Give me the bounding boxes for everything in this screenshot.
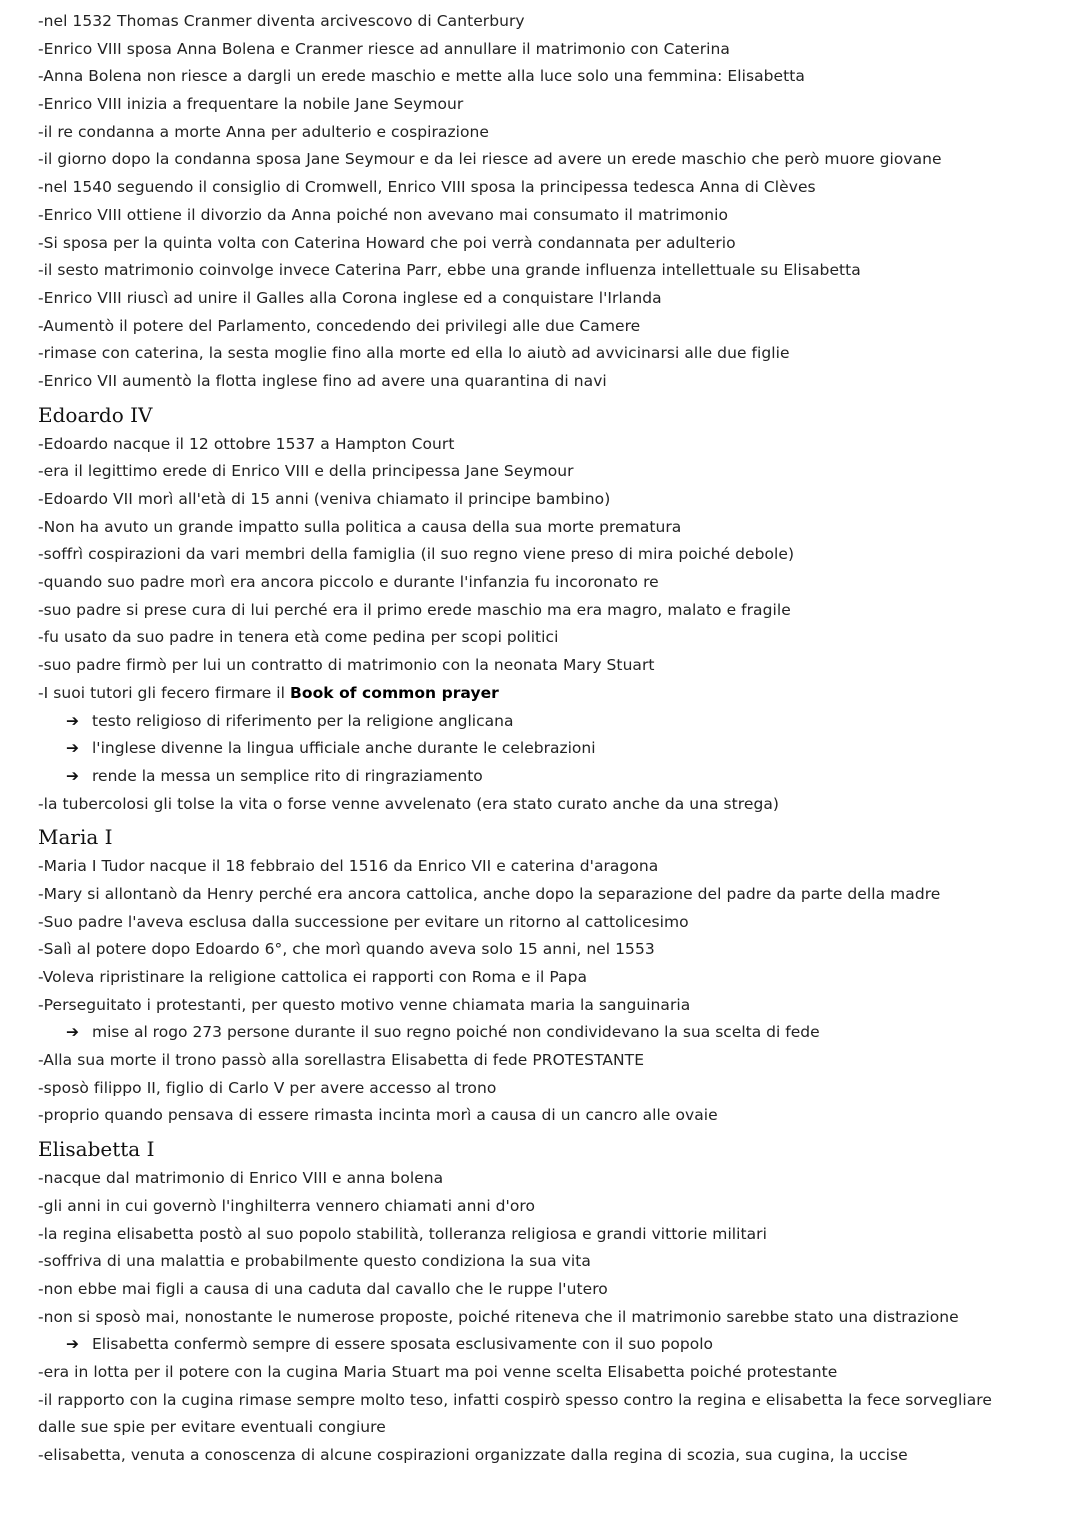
note-line: -nel 1532 Thomas Cranmer diventa arcivescovo di Canterbury: [38, 12, 525, 30]
note-line: -rimase con caterina, la sesta moglie fino alla morte ed ella lo aiutò ad avvicinarsi alle due figlie: [38, 344, 790, 363]
note-line: -Enrico VII aumentò la flotta inglese fino ad avere una quarantina di navi: [38, 371, 607, 390]
note-line: -Si sposa per la quinta volta con Caterina Howard che poi verrà condannata per adulterio: [38, 233, 736, 252]
note-line: -Salì al potere dopo Edoardo 6°, che morì quando aveva solo 15 anni, nel 1553: [38, 940, 655, 959]
maria-section: [38, 821, 1040, 1130]
henry-viii-section: [38, 8, 1040, 396]
note-line: -Anna Bolena non riesce a dargli un erede maschio e mette alla luce solo una femmina: Elisabetta: [38, 67, 805, 86]
sub-point: [38, 763, 1040, 791]
note-line: -il rapporto con la cugina rimase sempre molto teso, infatti cospirò spesso contro la regina e elisabetta la fece sorvegliare: [38, 1390, 992, 1409]
note-line: -il giorno dopo la condanna sposa Jane Seymour e da lei riesce ad avere un erede maschio che però muore giovane: [38, 150, 942, 169]
note-line: -la tubercolosi gli tolse la vita o forse venne avvelenato (era stato curato anche da una strega): [38, 794, 779, 813]
note-line: -Maria I Tudor nacque il 18 febbraio del 1516 da Enrico VII e caterina d'aragona: [38, 857, 659, 876]
edoardo-section: [38, 399, 1040, 819]
prayer-book-title: Book of common prayer: [290, 683, 499, 702]
note-line: -suo padre si prese cura di lui perché era il primo erede maschio ma era magro, malato e fragile: [38, 600, 791, 619]
note-line: -quando suo padre morì era ancora piccolo e durante l'infanzia fu incoronato re: [38, 573, 659, 592]
note-line: -soffriva di una malattia e probabilmente questo condiziona la sua vita: [38, 1252, 591, 1271]
sub-point-text: l'inglese divenne la lingua ufficiale anche durante le celebrazioni: [92, 739, 596, 758]
note-line: -Aumentò il potere del Parlamento, concedendo dei privilegi alle due Camere: [38, 316, 641, 335]
arrow-right-icon: ➔: [66, 766, 79, 785]
sub-point-text: mise al rogo 273 persone durante il suo regno poiché non condividevano la sua scelta di fede: [92, 1023, 820, 1042]
sub-point: [38, 735, 1040, 763]
sub-point-text: rende la messa un semplice rito di ringraziamento: [92, 766, 483, 785]
section-heading-edoardo: Edoardo IV: [38, 402, 153, 427]
note-line: -fu usato da suo padre in tenera età come pedina per scopi politici: [38, 628, 559, 647]
arrow-right-icon: ➔: [66, 1335, 79, 1354]
note-line: -nel 1540 seguendo il consiglio di Cromwell, Enrico VIII sposa la principessa tedesca Anna di Clèves: [38, 178, 816, 197]
elisabetta-section: [38, 1133, 1040, 1470]
note-line-prayer-book: [38, 680, 1040, 708]
sub-point: [38, 1019, 1040, 1047]
section-heading-elisabetta: Elisabetta I: [38, 1137, 155, 1162]
section-heading-maria: Maria I: [38, 825, 113, 850]
note-line: -era il legittimo erede di Enrico VIII e della principessa Jane Seymour: [38, 462, 574, 481]
note-line: -Edoardo nacque il 12 ottobre 1537 a Hampton Court: [38, 434, 455, 453]
arrow-right-icon: ➔: [66, 1023, 79, 1042]
note-line: -Perseguitato i protestanti, per questo motivo venne chiamata maria la sanguinaria: [38, 995, 691, 1014]
arrow-right-icon: ➔: [66, 739, 79, 758]
note-line: -era in lotta per il potere con la cugina Maria Stuart ma poi venne scelta Elisabetta poiché protestante: [38, 1362, 838, 1381]
sub-point-text: Elisabetta confermò sempre di essere sposata esclusivamente con il suo popolo: [92, 1335, 714, 1354]
sub-point-text: testo religioso di riferimento per la religione anglicana: [92, 711, 514, 730]
note-line: -il re condanna a morte Anna per adulterio e cospirazione: [38, 122, 490, 141]
note-line: -soffrì cospirazioni da vari membri della famiglia (il suo regno viene preso di mira poiché debole): [38, 545, 795, 564]
note-line: -suo padre firmò per lui un contratto di matrimonio con la neonata Mary Stuart: [38, 656, 655, 675]
note-line: -nacque dal matrimonio di Enrico VIII e anna bolena: [38, 1169, 444, 1188]
note-line: -Enrico VIII sposa Anna Bolena e Cranmer riesce ad annullare il matrimonio con Caterina: [38, 39, 730, 58]
note-line: -Suo padre l'aveva esclusa dalla successione per evitare un ritorno al cattolicesimo: [38, 912, 689, 931]
prayer-prefix: -I suoi tutori gli fecero firmare il: [38, 683, 290, 702]
note-line: -Enrico VIII riuscì ad unire il Galles alla Corona inglese ed a conquistare l'Irlanda: [38, 288, 662, 307]
note-line: -Enrico VIII ottiene il divorzio da Anna poiché non avevano mai consumato il matrimonio: [38, 205, 729, 224]
note-line-continuation: dalle sue spie per evitare eventuali congiure: [38, 1418, 386, 1437]
note-line: -Edoardo VII morì all'età di 15 anni (veniva chiamato il principe bambino): [38, 490, 611, 508]
note-line: -Non ha avuto un grande impatto sulla politica a causa della sua morte prematura: [38, 517, 682, 536]
note-line: -la regina elisabetta postò al suo popolo stabilità, tolleranza religiosa e grandi vittorie militari: [38, 1224, 767, 1243]
sub-point: [38, 1331, 1040, 1359]
note-line: -sposò filippo II, figlio di Carlo V per avere accesso al trono: [38, 1078, 497, 1097]
note-line: -proprio quando pensava di essere rimasta incinta morì a causa di un cancro alle ovaie: [38, 1106, 718, 1125]
note-line: -Voleva ripristinare la religione cattolica ei rapporti con Roma e il Papa: [38, 968, 588, 986]
note-line: -Enrico VIII inizia a frequentare la nobile Jane Seymour: [38, 95, 464, 114]
note-line: -il sesto matrimonio coinvolge invece Caterina Parr, ebbe una grande influenza intellettuale su Elisabetta: [38, 261, 861, 280]
note-line: -non si sposò mai, nonostante le numerose proposte, poiché riteneva che il matrimonio sarebbe stato una distrazione: [38, 1307, 959, 1326]
note-line: -Mary si allontanò da Henry perché era ancora cattolica, anche dopo la separazione del padre da parte della madre: [38, 884, 941, 903]
sub-point: [38, 708, 1040, 736]
note-line: -elisabetta, venuta a conoscenza di alcune cospirazioni organizzate dalla regina di scozia, sua cugina, la uccise: [38, 1446, 908, 1464]
note-line: -gli anni in cui governò l'inghilterra vennero chiamati anni d'oro: [38, 1196, 536, 1215]
arrow-right-icon: ➔: [66, 711, 79, 730]
note-line: -Alla sua morte il trono passò alla sorellastra Elisabetta di fede PROTESTANTE: [38, 1051, 645, 1070]
note-line: -non ebbe mai figli a causa di una caduta dal cavallo che le ruppe l'utero: [38, 1279, 608, 1298]
